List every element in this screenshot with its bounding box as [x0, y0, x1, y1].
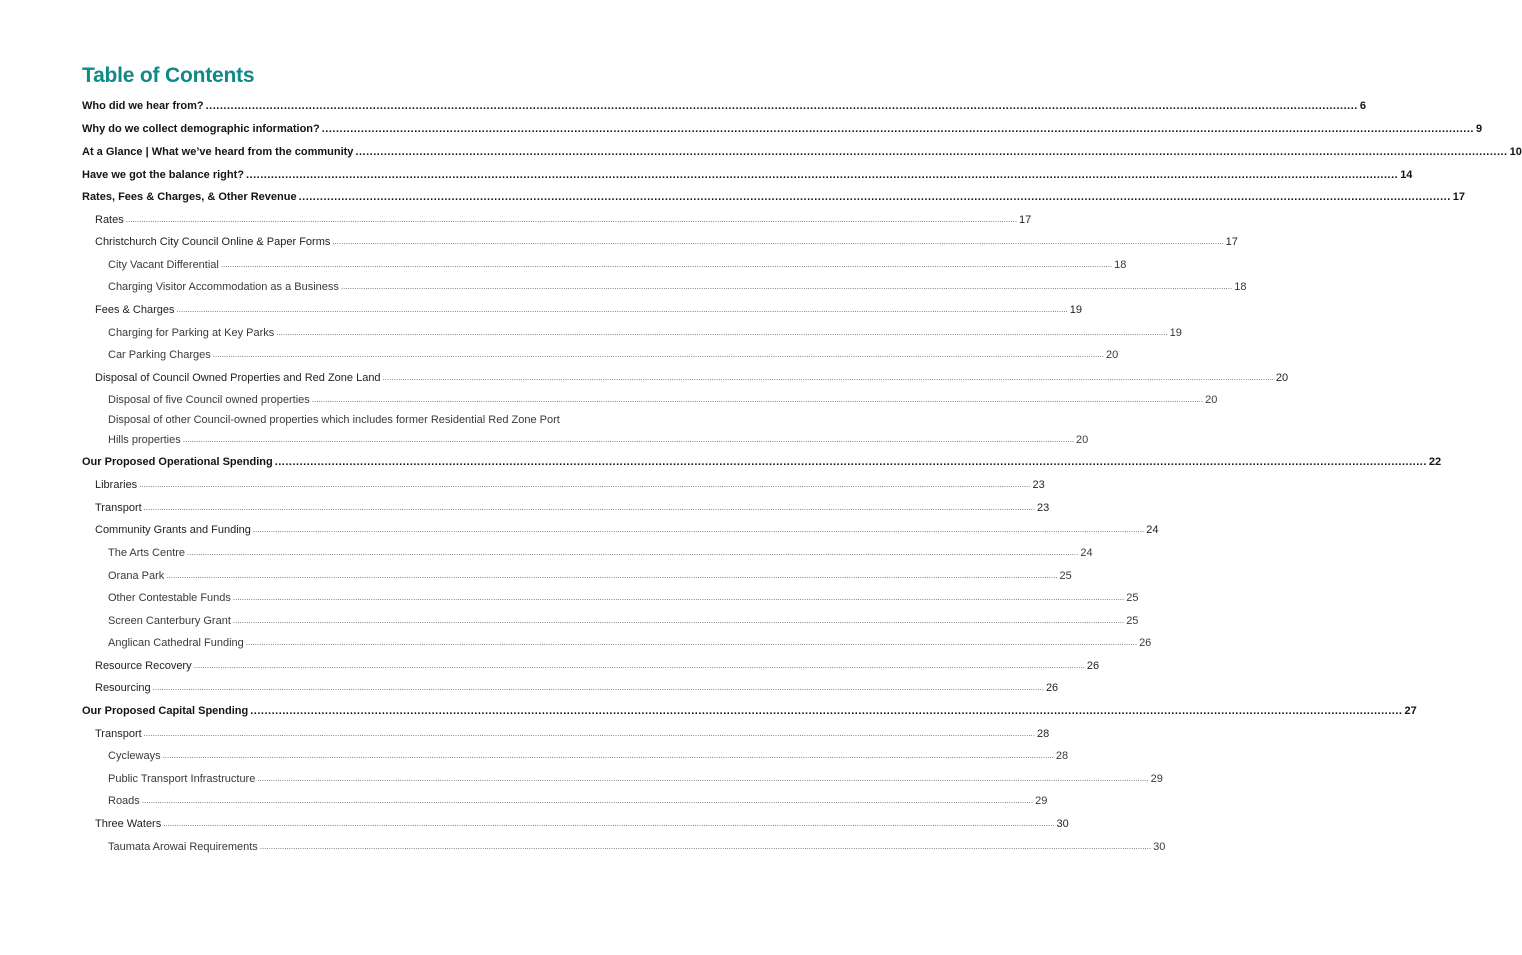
toc-entry[interactable]: [82, 121, 1483, 137]
toc-entry[interactable]: [95, 302, 1083, 318]
toc-entry[interactable]: [108, 325, 1182, 341]
toc-entry[interactable]: [95, 477, 1045, 493]
toc-entry[interactable]: [82, 454, 1442, 470]
toc-entry[interactable]: [95, 212, 1032, 228]
toc-page-number: 17: [1452, 191, 1466, 203]
toc-entry-label: Libraries: [95, 479, 138, 491]
toc-entry[interactable]: [82, 167, 1413, 183]
toc-page-number: 29: [1150, 773, 1163, 785]
dot-leader: [260, 839, 1151, 855]
toc-entry[interactable]: [108, 793, 1048, 809]
toc-page-number: 24: [1080, 547, 1093, 559]
toc-entry-label: Cycleways: [108, 750, 161, 762]
toc-entry-label: City Vacant Differential: [108, 259, 219, 271]
toc-page-number: 17: [1225, 236, 1238, 248]
toc-entry[interactable]: [95, 658, 1100, 674]
dot-leader: [246, 167, 1398, 183]
dot-leader: [166, 568, 1057, 584]
dot-leader: [332, 234, 1223, 250]
dot-leader: [341, 279, 1232, 295]
dot-leader: [312, 392, 1203, 408]
dot-leader: [257, 771, 1148, 787]
toc-page-number: 25: [1059, 570, 1072, 582]
dot-leader: [144, 726, 1035, 742]
toc-entry-label: Orana Park: [108, 570, 165, 582]
toc-entry-label: Disposal of other Council-owned properties which includes former Residential Red Zone Port: [108, 414, 560, 426]
toc-entry[interactable]: [95, 816, 1069, 832]
toc-entry-label: Roads: [108, 795, 140, 807]
toc-entry-label: Screen Canterbury Grant: [108, 615, 231, 627]
dot-leader: [183, 432, 1074, 448]
toc-entry-label-line2: Hills properties: [108, 434, 181, 446]
toc-entry-label: Who did we hear from?: [82, 100, 204, 112]
dot-leader: [276, 325, 1167, 341]
toc-entry[interactable]: [95, 500, 1050, 516]
toc-page-number: 19: [1169, 327, 1182, 339]
toc-entry-label: Charging Visitor Accommodation as a Business: [108, 281, 339, 293]
page-title: Table of Contents: [82, 64, 255, 87]
toc-entry[interactable]: [108, 392, 1218, 408]
toc-page-number: 9: [1475, 123, 1483, 135]
toc-page-number: 20: [1076, 434, 1089, 446]
toc-entry[interactable]: [108, 839, 1166, 855]
toc-entry-label: Resourcing: [95, 682, 151, 694]
toc-entry[interactable]: [95, 522, 1159, 538]
toc-entry-label: Anglican Cathedral Funding: [108, 637, 244, 649]
toc-entry-label: The Arts Centre: [108, 547, 186, 559]
toc-page-number: 28: [1036, 728, 1050, 740]
toc-entry-label: Community Grants and Funding: [95, 524, 251, 536]
toc-entry[interactable]: [108, 635, 1152, 651]
toc-page-number: 25: [1126, 592, 1139, 604]
toc-page-number: 23: [1036, 502, 1050, 514]
toc-entry[interactable]: [108, 257, 1127, 273]
toc-entry[interactable]: [95, 370, 1289, 386]
toc-page-number: 14: [1400, 169, 1413, 181]
dot-leader: [233, 590, 1124, 606]
dot-leader: [246, 635, 1137, 651]
toc-page-number: 10: [1509, 146, 1522, 158]
toc-entry-label: Christchurch City Council Online & Paper Forms: [95, 236, 331, 248]
dot-leader: [299, 189, 1451, 205]
toc-entry-label: Transport: [95, 728, 142, 740]
toc-page-number: 22: [1428, 456, 1442, 468]
toc-entry-label: Disposal of five Council owned properties: [108, 394, 310, 406]
toc-entry[interactable]: [95, 726, 1050, 742]
toc-entry[interactable]: [82, 144, 1522, 160]
toc-entry-label: Why do we collect demographic information?: [82, 123, 320, 135]
toc-page-number: 18: [1234, 281, 1247, 293]
dot-leader: [206, 98, 1358, 114]
toc-entry[interactable]: [108, 545, 1093, 561]
toc-page-number: 25: [1126, 615, 1139, 627]
toc-entry[interactable]: [95, 680, 1059, 696]
toc-entry-label: Car Parking Charges: [108, 349, 211, 361]
dot-leader: [275, 454, 1427, 470]
dot-leader: [139, 477, 1030, 493]
dot-leader: [153, 680, 1044, 696]
toc-page-number: 24: [1146, 524, 1159, 536]
toc-entry-label: Our Proposed Operational Spending: [82, 456, 273, 468]
toc-entry-label: Charging for Parking at Key Parks: [108, 327, 275, 339]
toc-page-number: 30: [1056, 818, 1069, 830]
dot-leader: [187, 545, 1078, 561]
dot-leader: [144, 500, 1035, 516]
toc-entry-label: Rates: [95, 214, 124, 226]
toc-entry-label: Other Contestable Funds: [108, 592, 231, 604]
toc-entry-label: Rates, Fees & Charges, & Other Revenue: [82, 191, 297, 203]
dot-leader: [250, 703, 1402, 719]
toc-entry-label: Have we got the balance right?: [82, 169, 244, 181]
toc-page-number: 28: [1055, 750, 1069, 762]
dot-leader: [176, 302, 1067, 318]
toc-entry[interactable]: [95, 234, 1238, 250]
toc-page-number: 26: [1086, 660, 1100, 672]
toc-page-number: 20: [1106, 349, 1119, 361]
toc-page-number: 26: [1045, 682, 1059, 694]
dot-leader: [322, 121, 1474, 137]
dot-leader: [142, 793, 1033, 809]
toc-entry-label: At a Glance | What we’ve heard from the community: [82, 146, 354, 158]
dot-leader: [233, 613, 1124, 629]
dot-leader: [253, 522, 1144, 538]
toc-entry-label: Disposal of Council Owned Properties and Red Zone Land: [95, 372, 381, 384]
toc-page-number: 26: [1139, 637, 1152, 649]
toc-entry[interactable]: [108, 613, 1139, 629]
toc-page-number: 20: [1275, 372, 1289, 384]
toc-page-number: 20: [1205, 394, 1218, 406]
toc-entry[interactable]: [108, 590, 1139, 606]
toc-entry-label: Three Waters: [95, 818, 162, 830]
dot-leader: [126, 212, 1017, 228]
toc-entry[interactable]: [108, 568, 1072, 584]
dot-leader: [221, 257, 1112, 273]
toc-entry-label: Our Proposed Capital Spending: [82, 705, 249, 717]
dot-leader: [355, 144, 1507, 160]
toc-page-number: 17: [1019, 214, 1032, 226]
toc-page-number: 6: [1359, 100, 1366, 112]
dot-leader: [383, 370, 1274, 386]
dot-leader: [163, 816, 1054, 832]
toc-entry[interactable]: [108, 412, 1089, 448]
toc-entry-label: Transport: [95, 502, 142, 514]
toc-entry[interactable]: [108, 748, 1069, 764]
toc-entry-label: Public Transport Infrastructure: [108, 773, 256, 785]
toc-entry[interactable]: [108, 771, 1163, 787]
dot-leader: [194, 658, 1085, 674]
toc-entry-label: Taumata Arowai Requirements: [108, 841, 258, 853]
toc-entry[interactable]: [82, 189, 1466, 205]
dot-leader: [163, 748, 1054, 764]
toc-entry[interactable]: [82, 703, 1417, 719]
toc-entry-label: Resource Recovery: [95, 660, 192, 672]
dot-leader: [213, 347, 1104, 363]
toc-page-number: 27: [1404, 705, 1417, 717]
toc-page-number: 30: [1153, 841, 1166, 853]
toc-page-number: 29: [1035, 795, 1048, 807]
toc-page-number: 19: [1069, 304, 1083, 316]
toc-entry[interactable]: [108, 347, 1119, 363]
toc-page-number: 18: [1114, 259, 1127, 271]
toc-entry[interactable]: [108, 279, 1247, 295]
toc-page-number: 23: [1032, 479, 1045, 491]
toc-entry-label: Fees & Charges: [95, 304, 175, 316]
toc-entry[interactable]: [82, 98, 1366, 114]
